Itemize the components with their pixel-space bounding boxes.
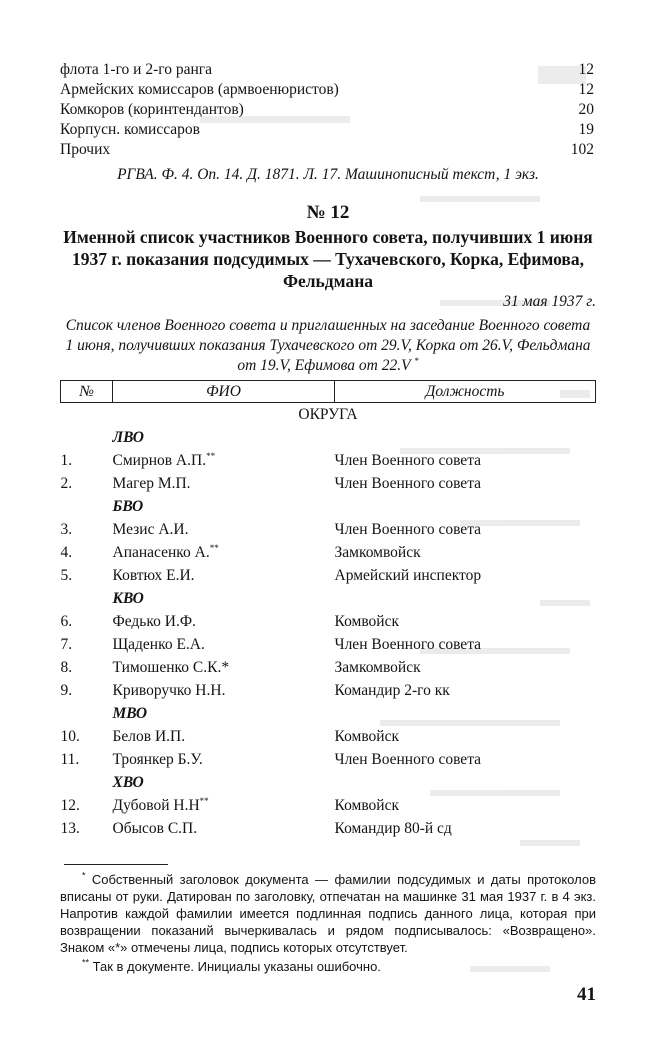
summary-list bbox=[60, 60, 596, 160]
header-position: Должность bbox=[335, 381, 596, 403]
group-row bbox=[61, 403, 596, 427]
row-name: Тимошенко С.К.* bbox=[112, 659, 230, 676]
row-position: Командир 2-го кк bbox=[334, 682, 450, 699]
row-position: Замкомвойск bbox=[334, 659, 421, 676]
row-name-cell bbox=[113, 679, 335, 702]
table-row bbox=[61, 679, 596, 702]
table-row bbox=[61, 541, 596, 564]
archive-source-note: РГВА. Ф. 4. Оп. 14. Д. 1871. Л. 17. Машинописный текст, 1 экз. bbox=[117, 166, 539, 183]
document-subtitle-text: Список членов Военного совета и приглашенных на заседание Военного совета 1 июня, получивших показания Тухачевского от 29.V, Корка от 26.V, Фельдмана от 19.V, Ефимова от 22.V bbox=[65, 317, 591, 374]
row-name: Мезис А.И. bbox=[112, 521, 189, 538]
summary-row bbox=[60, 80, 596, 100]
row-number: 11. bbox=[60, 751, 80, 768]
table-row bbox=[61, 449, 596, 472]
table-row bbox=[61, 610, 596, 633]
table-row bbox=[61, 725, 596, 748]
summary-label: Армейских комиссаров (армвоенюристов) bbox=[60, 81, 339, 98]
district-label: БВО bbox=[112, 498, 144, 515]
district-label: КВО bbox=[112, 590, 144, 607]
footnote bbox=[60, 871, 596, 956]
row-name: Федько И.Ф. bbox=[112, 613, 196, 630]
footnote-text: Собственный заголовок документа — фамилии подсудимых и даты протоколов вписаны от руки. Датирован по заголовку, отпечатан на машинке 31 мая 1937 г. в 4 экз. Напротив каждой фамилии имеется подлинная подпись данного лица, которая при возвращении показаний вычеркивалась и рядом подписывалось: «Возвращено». Знаком «*» отмечены лица, подпись которых отсутствует. bbox=[60, 872, 596, 955]
row-number: 1. bbox=[60, 452, 73, 469]
row-name-cell bbox=[113, 725, 335, 748]
row-name: Обысов С.П. bbox=[112, 820, 198, 837]
row-number: 3. bbox=[60, 521, 73, 538]
district-row bbox=[61, 426, 596, 449]
district-label: ХВО bbox=[112, 774, 144, 791]
summary-label: флота 1-го и 2-го ранга bbox=[60, 61, 213, 78]
footnotes bbox=[60, 871, 596, 975]
row-name-cell bbox=[113, 794, 335, 817]
row-name-cell bbox=[113, 518, 335, 541]
row-footnote-mark: ** bbox=[209, 542, 219, 553]
summary-label: Корпусн. комиссаров bbox=[60, 121, 200, 138]
row-name-cell bbox=[113, 449, 335, 472]
row-name: Магер М.П. bbox=[112, 475, 191, 492]
footnote-rule bbox=[64, 864, 168, 865]
row-name: Троянкер Б.У. bbox=[112, 751, 203, 768]
row-number: 7. bbox=[60, 636, 73, 653]
summary-count: 102 bbox=[570, 141, 594, 158]
summary-row bbox=[60, 100, 596, 120]
row-name-cell bbox=[113, 564, 335, 587]
row-position: Член Военного совета bbox=[334, 475, 482, 492]
table-row bbox=[61, 817, 596, 840]
row-name: Апанасенко А. bbox=[112, 544, 210, 561]
row-number: 6. bbox=[60, 613, 73, 630]
row-name: Ковтюх Е.И. bbox=[112, 567, 195, 584]
row-name-cell bbox=[113, 817, 335, 840]
row-position: Замкомвойск bbox=[334, 544, 421, 561]
row-position: Член Военного совета bbox=[334, 452, 482, 469]
district-row bbox=[61, 771, 596, 794]
row-name-cell bbox=[113, 472, 335, 495]
table-row bbox=[61, 518, 596, 541]
document-date: 31 мая 1937 г. bbox=[503, 293, 596, 310]
row-number: 4. bbox=[60, 544, 73, 561]
row-position: Член Военного совета bbox=[334, 521, 482, 538]
row-name: Белов И.П. bbox=[112, 728, 186, 745]
summary-label: Комкоров (коринтендантов) bbox=[60, 101, 244, 118]
participants-table bbox=[60, 380, 596, 840]
summary-row bbox=[60, 120, 596, 140]
document-subtitle bbox=[60, 316, 596, 376]
row-name: Дубовой Н.Н bbox=[112, 797, 200, 814]
table-row bbox=[61, 472, 596, 495]
district-label: МВО bbox=[112, 705, 148, 722]
subtitle-footnote-mark: * bbox=[414, 355, 419, 366]
row-position: Комвойск bbox=[334, 613, 399, 630]
row-name-cell bbox=[113, 748, 335, 771]
row-number: 10. bbox=[60, 728, 80, 745]
row-name-cell bbox=[113, 610, 335, 633]
table-row bbox=[61, 656, 596, 679]
table-row bbox=[61, 564, 596, 587]
row-number: 2. bbox=[60, 475, 73, 492]
table-row bbox=[61, 794, 596, 817]
header-name: ФИО bbox=[113, 381, 335, 403]
table-body bbox=[61, 403, 596, 841]
row-position: Армейский инспектор bbox=[334, 567, 482, 584]
row-footnote-mark: ** bbox=[199, 795, 209, 806]
row-name-cell bbox=[113, 656, 335, 679]
page-content bbox=[60, 60, 596, 975]
summary-row bbox=[60, 140, 596, 160]
document-number: № 12 bbox=[306, 202, 350, 223]
summary-count: 12 bbox=[578, 61, 594, 78]
table-row bbox=[61, 748, 596, 771]
district-row bbox=[61, 702, 596, 725]
row-number: 8. bbox=[60, 659, 73, 676]
row-position: Командир 80-й сд bbox=[334, 820, 452, 837]
row-number: 13. bbox=[60, 820, 80, 837]
row-number: 12. bbox=[60, 797, 80, 814]
header-number: № bbox=[61, 381, 113, 403]
row-position: Член Военного совета bbox=[334, 751, 482, 768]
footnote-mark: * bbox=[82, 870, 86, 881]
summary-count: 20 bbox=[578, 101, 594, 118]
footnote bbox=[60, 958, 596, 975]
footnote-mark: ** bbox=[82, 957, 90, 968]
row-footnote-mark: ** bbox=[206, 450, 216, 461]
row-name: Щаденко Е.А. bbox=[112, 636, 205, 653]
table-header-row bbox=[61, 381, 596, 403]
page-number: 41 bbox=[577, 984, 596, 1005]
district-row bbox=[61, 587, 596, 610]
district-row bbox=[61, 495, 596, 518]
summary-count: 19 bbox=[578, 121, 594, 138]
group-label: ОКРУГА bbox=[298, 406, 358, 423]
row-name-cell bbox=[113, 633, 335, 656]
summary-row bbox=[60, 60, 596, 80]
row-number: 9. bbox=[60, 682, 73, 699]
footnote-text: Так в документе. Инициалы указаны ошибочно. bbox=[92, 959, 381, 974]
table-row bbox=[61, 633, 596, 656]
row-position: Комвойск bbox=[334, 797, 399, 814]
row-position: Комвойск bbox=[334, 728, 399, 745]
row-name-cell bbox=[113, 541, 335, 564]
row-name: Криворучко Н.Н. bbox=[112, 682, 226, 699]
row-name: Смирнов А.П. bbox=[112, 452, 207, 469]
row-position: Член Военного совета bbox=[334, 636, 482, 653]
document-title: Именной список участников Военного совета, получивших 1 июня 1937 г. показания подсудимых — Тухачевского, Корка, Ефимова, Фельдмана bbox=[63, 227, 593, 291]
district-label: ЛВО bbox=[112, 429, 144, 446]
summary-label: Прочих bbox=[60, 141, 111, 158]
row-number: 5. bbox=[60, 567, 73, 584]
summary-count: 12 bbox=[578, 81, 594, 98]
